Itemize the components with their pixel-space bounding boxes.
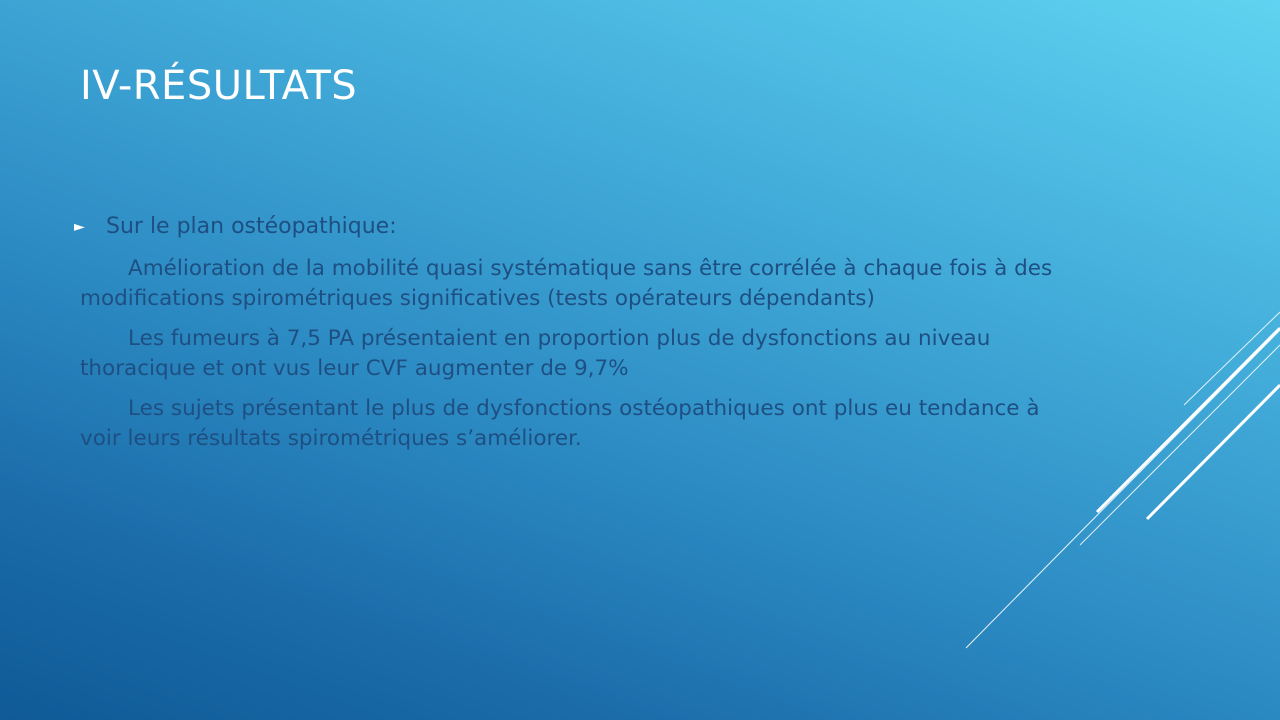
triangle-right-icon: ► bbox=[74, 219, 85, 235]
deco-line-1 bbox=[1184, 312, 1280, 405]
bullet-text: Sur le plan ostéopathique: bbox=[106, 214, 397, 239]
paragraph-mobility: Amélioration de la mobilité quasi systématique sans être corrélée à chaque fois à des modifications spirométriques significatives (tests opérateurs dépendants) bbox=[80, 256, 1053, 311]
paragraph-dysfunctions: Les sujets présentant le plus de dysfonctions ostéopathiques ont plus eu tendance à voir leurs résultats spirométriques s’améliorer. bbox=[80, 396, 1040, 451]
paragraph-smokers: Les fumeurs à 7,5 PA présentaient en proportion plus de dysfonctions au niveau thoracique et ont vus leur CVF augmenter de 9,7% bbox=[80, 326, 991, 381]
slide-title: IV-RÉSULTATS bbox=[80, 63, 358, 109]
deco-line-4 bbox=[1147, 385, 1280, 519]
deco-line-2 bbox=[1097, 328, 1280, 512]
deco-line-5 bbox=[966, 330, 1280, 648]
deco-line-3 bbox=[1080, 345, 1280, 545]
